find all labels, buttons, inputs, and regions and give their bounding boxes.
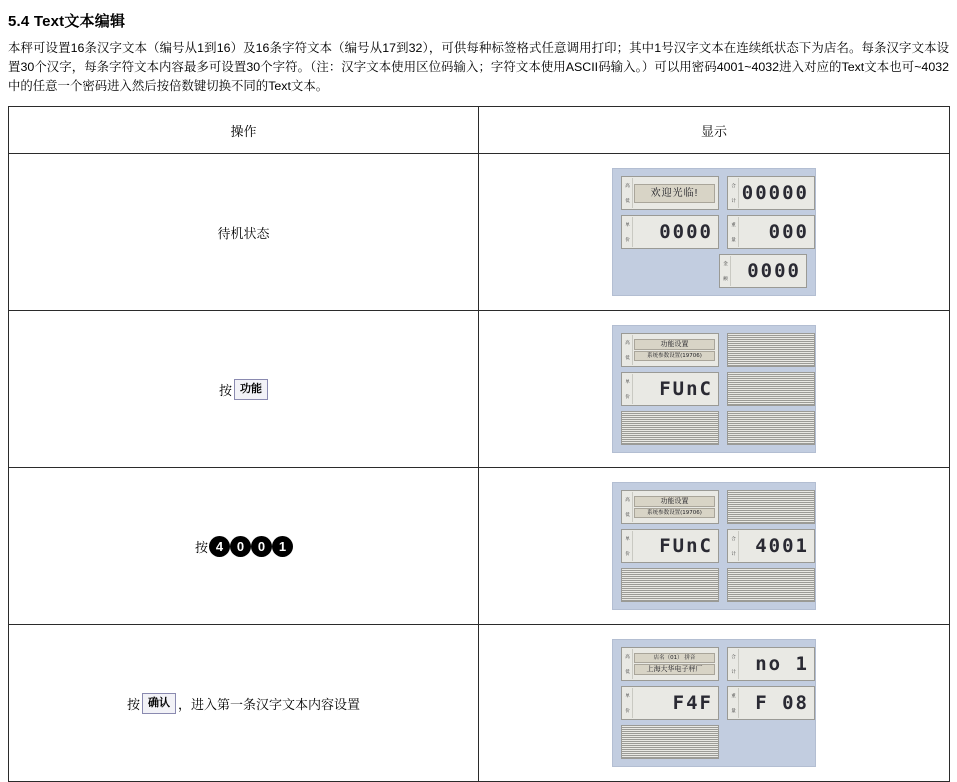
table-row [9,311,950,468]
annunciator-bar: 合 计 [729,178,739,208]
lcd-inactive [727,490,815,524]
lcd-weight [727,686,815,720]
lcd-blank [621,254,711,288]
annunciator-bar: 单 价 [623,217,633,247]
table-row [9,468,950,625]
annunciator-bar: 重 量 [729,688,739,718]
lcd-amount [719,254,807,288]
operation-label: 待机状态 [217,225,270,241]
segment-value: FUnC [659,535,713,557]
panel-row [621,254,807,288]
display-cell [479,625,950,782]
lcd-inactive [621,568,719,602]
segment-value: 000 [768,221,809,243]
panel-row [621,490,807,524]
annunciator-bar: 重 量 [729,217,739,247]
scale-display-panel [612,482,816,610]
annunciator-bar: 高 低 [623,492,633,522]
scale-display-panel [612,639,816,767]
operation-prefix: 按 [126,696,140,712]
lcd-unit-price [621,686,719,720]
segment-value: F4F [672,692,713,714]
lcd-total [727,529,815,563]
procedure-table [8,106,950,782]
table-row [9,154,950,311]
annunciator-bar: 合 计 [729,531,739,561]
lcd-unit-price [621,529,719,563]
welcome-text: 欢迎光临! [634,184,715,203]
lcd-inactive [727,568,815,602]
lcd-inactive [727,333,815,367]
segment-value: 00000 [741,182,809,204]
operation-suffix: ，进入第一条汉字文本内容设置 [178,696,361,712]
table-header-row [9,107,950,154]
table-row [9,625,950,782]
annunciator-bar: 合 计 [729,649,739,679]
key-function-button[interactable]: 功能 [234,379,268,400]
menu-line-1: 功能设置 [634,339,715,350]
panel-row [621,176,807,210]
lcd-inactive [727,372,815,406]
section-paragraph: 本秤可设置16条汉字文本（编号从1到16）及16条字符文本（编号从17到32），可供每种标签格式任意调用打印；其中1号汉字文本在连续纸状态下为店名。每条汉字文本设置30个汉字，每条字符文本内容最多可设置30个字符。（注：汉字文本使用区位码输入；字符文本使用ASCII码输入。）可以用密码4001~4032进入对应的Text文本也可~4032中的任意一个密码进入然后按倍数键切换不同的Text文本。 [8,41,949,93]
panel-row [621,215,807,249]
annunciator-bar: 高 低 [623,178,633,208]
segment-value: no 1 [755,653,809,675]
numeric-key-1[interactable]: 1 [272,536,293,557]
operation-prefix: 按 [218,382,232,398]
menu-line-1: 功能设置 [634,496,715,507]
column-header-display: 显示 [479,107,950,154]
lcd-chinese-menu [621,333,719,367]
annunciator-bar: 单 价 [623,688,633,718]
segment-value: 0000 [659,221,713,243]
lcd-total [727,647,815,681]
numeric-key-4[interactable]: 4 [209,536,230,557]
segment-value: F 08 [755,692,809,714]
lcd-chinese-store-name [621,647,719,681]
annunciator-bar: 高 低 [623,649,633,679]
segment-value: FUnC [659,378,713,400]
segment-value: 0000 [747,260,801,282]
operation-cell [9,154,479,311]
annunciator-bar: 金 额 [721,256,731,286]
operation-prefix: 按 [194,539,208,555]
display-cell [479,468,950,625]
operation-cell [9,311,479,468]
numeric-key-0-a[interactable]: 0 [230,536,251,557]
lcd-inactive [727,411,815,445]
menu-line-2: 系统参数设置(19706) [634,508,715,518]
segment-value: 4001 [755,535,809,557]
panel-row [621,333,807,367]
scale-display-panel [612,325,816,453]
store-line-2: 上海大华电子秤厂 [634,664,715,675]
panel-row [621,411,807,445]
panel-row [621,647,807,681]
lcd-unit-price [621,215,719,249]
lcd-inactive [621,411,719,445]
column-header-operation: 操作 [9,107,479,154]
display-cell [479,311,950,468]
annunciator-bar: 单 价 [623,531,633,561]
page-title: 5.4 Text文本编辑 [8,13,126,30]
panel-row [621,686,807,720]
panel-row [621,568,807,602]
lcd-total [727,176,815,210]
operation-cell [9,468,479,625]
lcd-weight [727,215,815,249]
menu-line-2: 系统参数设置(19706) [634,351,715,361]
lcd-unit-price [621,372,719,406]
annunciator-bar: 单 价 [623,374,633,404]
document-page [0,10,957,764]
key-confirm-button[interactable]: 确认 [142,693,176,714]
display-cell [479,154,950,311]
numeric-key-0-b[interactable]: 0 [251,536,272,557]
lcd-chinese-welcome [621,176,719,210]
panel-row [621,529,807,563]
annunciator-bar: 高 低 [623,335,633,365]
store-line-1: 店名（01） 拼音 [634,653,715,663]
scale-display-panel [612,168,816,296]
operation-cell [9,625,479,782]
panel-row [621,372,807,406]
lcd-chinese-menu [621,490,719,524]
